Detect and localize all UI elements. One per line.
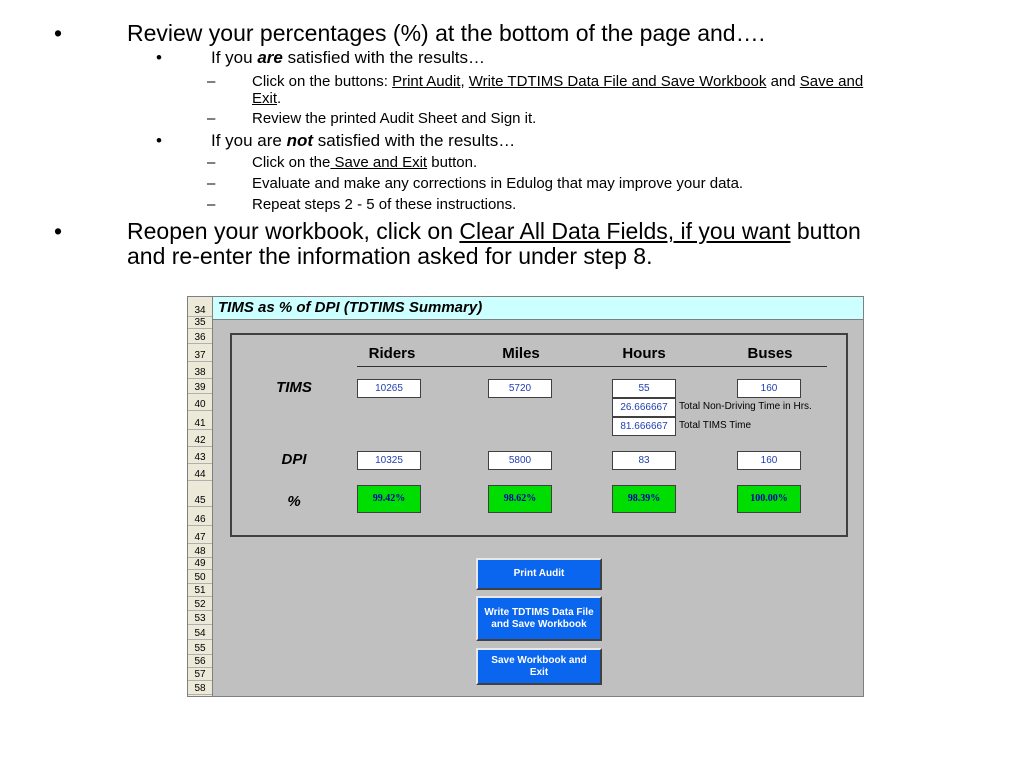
non-driving-time-label: Total Non-Driving Time in Hrs. <box>679 401 812 412</box>
row-number: 49 <box>188 558 212 570</box>
row-number: 45 <box>188 495 212 507</box>
row-number: 44 <box>188 469 212 481</box>
tims-riders-cell[interactable]: 10265 <box>357 379 421 398</box>
row-number: 43 <box>188 452 212 464</box>
row-number: 50 <box>188 572 212 584</box>
sheet-title-bar <box>213 297 863 320</box>
row-number: 56 <box>188 656 212 668</box>
bullet: • <box>54 218 63 244</box>
row-number: 47 <box>188 532 212 544</box>
review-percentages-text: Review your percentages (%) at the bottom of the page and…. <box>127 20 765 46</box>
reopen-workbook-text: Reopen your workbook, click on Clear All Data Fields, if you want button <box>127 218 861 244</box>
dpi-label: DPI <box>281 451 307 468</box>
tims-label: TIMS <box>276 379 312 396</box>
row-number: 55 <box>188 643 212 655</box>
click-save-exit-text: Click on the Save and Exit button. <box>252 154 478 171</box>
print-audit-link: Print Audit <box>392 73 461 90</box>
row-headers <box>188 297 213 696</box>
bullet: • <box>54 20 63 46</box>
row-number: 58 <box>188 683 212 695</box>
col-miles: Miles <box>502 345 540 362</box>
save-and-exit-link: Save and <box>799 73 864 90</box>
row-number: 42 <box>188 435 212 447</box>
total-tims-time-cell[interactable]: 81.666667 <box>612 417 676 436</box>
if-not-satisfied-text: If you are not satisfied with the results… <box>211 131 516 150</box>
dash: – <box>207 196 216 213</box>
tims-hours-cell[interactable]: 55 <box>612 379 676 398</box>
col-hours: Hours <box>622 345 666 362</box>
col-buses: Buses <box>747 345 793 362</box>
if-satisfied-text: If you are satisfied with the results… <box>211 48 486 67</box>
dash: – <box>207 154 216 171</box>
reopen-workbook-text-cont: and re-enter the information asked for under step 8. <box>127 243 653 269</box>
row-number: 51 <box>188 585 212 597</box>
sheet-title: TIMS as % of DPI (TDTIMS Summary) <box>218 299 483 316</box>
click-buttons-text: Click on the buttons: Print Audit, Write TDTIMS Data File and Save Workbook and Save and <box>252 73 864 90</box>
non-driving-time-cell[interactable]: 26.666667 <box>612 398 676 417</box>
bullet: • <box>156 48 162 67</box>
write-tdtims-link: Write TDTIMS Data File and Save Workbook <box>468 73 767 90</box>
row-number: 36 <box>188 332 212 344</box>
row-number: 57 <box>188 669 212 681</box>
repeat-steps-text: Repeat steps 2 - 5 of these instructions. <box>252 196 517 213</box>
miles-percent-cell: 98.62% <box>488 485 552 513</box>
row-number: 48 <box>188 546 212 558</box>
row-number: 41 <box>188 418 212 430</box>
print-audit-button[interactable]: Print Audit <box>476 558 602 590</box>
row-number: 54 <box>188 628 212 640</box>
header-divider <box>357 366 827 367</box>
spreadsheet-screenshot <box>187 296 864 697</box>
total-tims-time-label: Total TIMS Time <box>679 420 752 431</box>
write-tdtims-data-file-button[interactable]: Write TDTIMS Data File and Save Workbook <box>476 596 602 641</box>
save-workbook-and-exit-button[interactable]: Save Workbook and Exit <box>476 648 602 685</box>
dash: – <box>207 175 216 192</box>
row-number: 53 <box>188 613 212 625</box>
row-number: 46 <box>188 514 212 526</box>
dpi-hours-cell[interactable]: 83 <box>612 451 676 470</box>
hours-percent-cell: 98.39% <box>612 485 676 513</box>
review-audit-text: Review the printed Audit Sheet and Sign it. <box>252 110 537 127</box>
dash: – <box>207 110 216 127</box>
row-number: 34 <box>188 305 212 317</box>
dash: – <box>207 73 216 90</box>
row-number: 52 <box>188 599 212 611</box>
dpi-riders-cell[interactable]: 10325 <box>357 451 421 470</box>
buses-percent-cell: 100.00% <box>737 485 801 513</box>
row-number: 40 <box>188 399 212 411</box>
percent-label: % <box>287 493 301 510</box>
row-number: 38 <box>188 367 212 379</box>
tims-buses-cell[interactable]: 160 <box>737 379 801 398</box>
tims-miles-cell[interactable]: 5720 <box>488 379 552 398</box>
summary-panel <box>230 333 848 537</box>
col-riders: Riders <box>368 345 416 362</box>
dpi-miles-cell[interactable]: 5800 <box>488 451 552 470</box>
row-number: 39 <box>188 382 212 394</box>
dpi-buses-cell[interactable]: 160 <box>737 451 801 470</box>
riders-percent-cell: 99.42% <box>357 485 421 513</box>
row-number: 35 <box>188 317 212 329</box>
evaluate-text: Evaluate and make any corrections in Edulog that may improve your data. <box>252 175 744 192</box>
row-number: 37 <box>188 350 212 362</box>
bullet: • <box>156 131 162 150</box>
click-buttons-text-cont: Exit. <box>252 90 282 107</box>
